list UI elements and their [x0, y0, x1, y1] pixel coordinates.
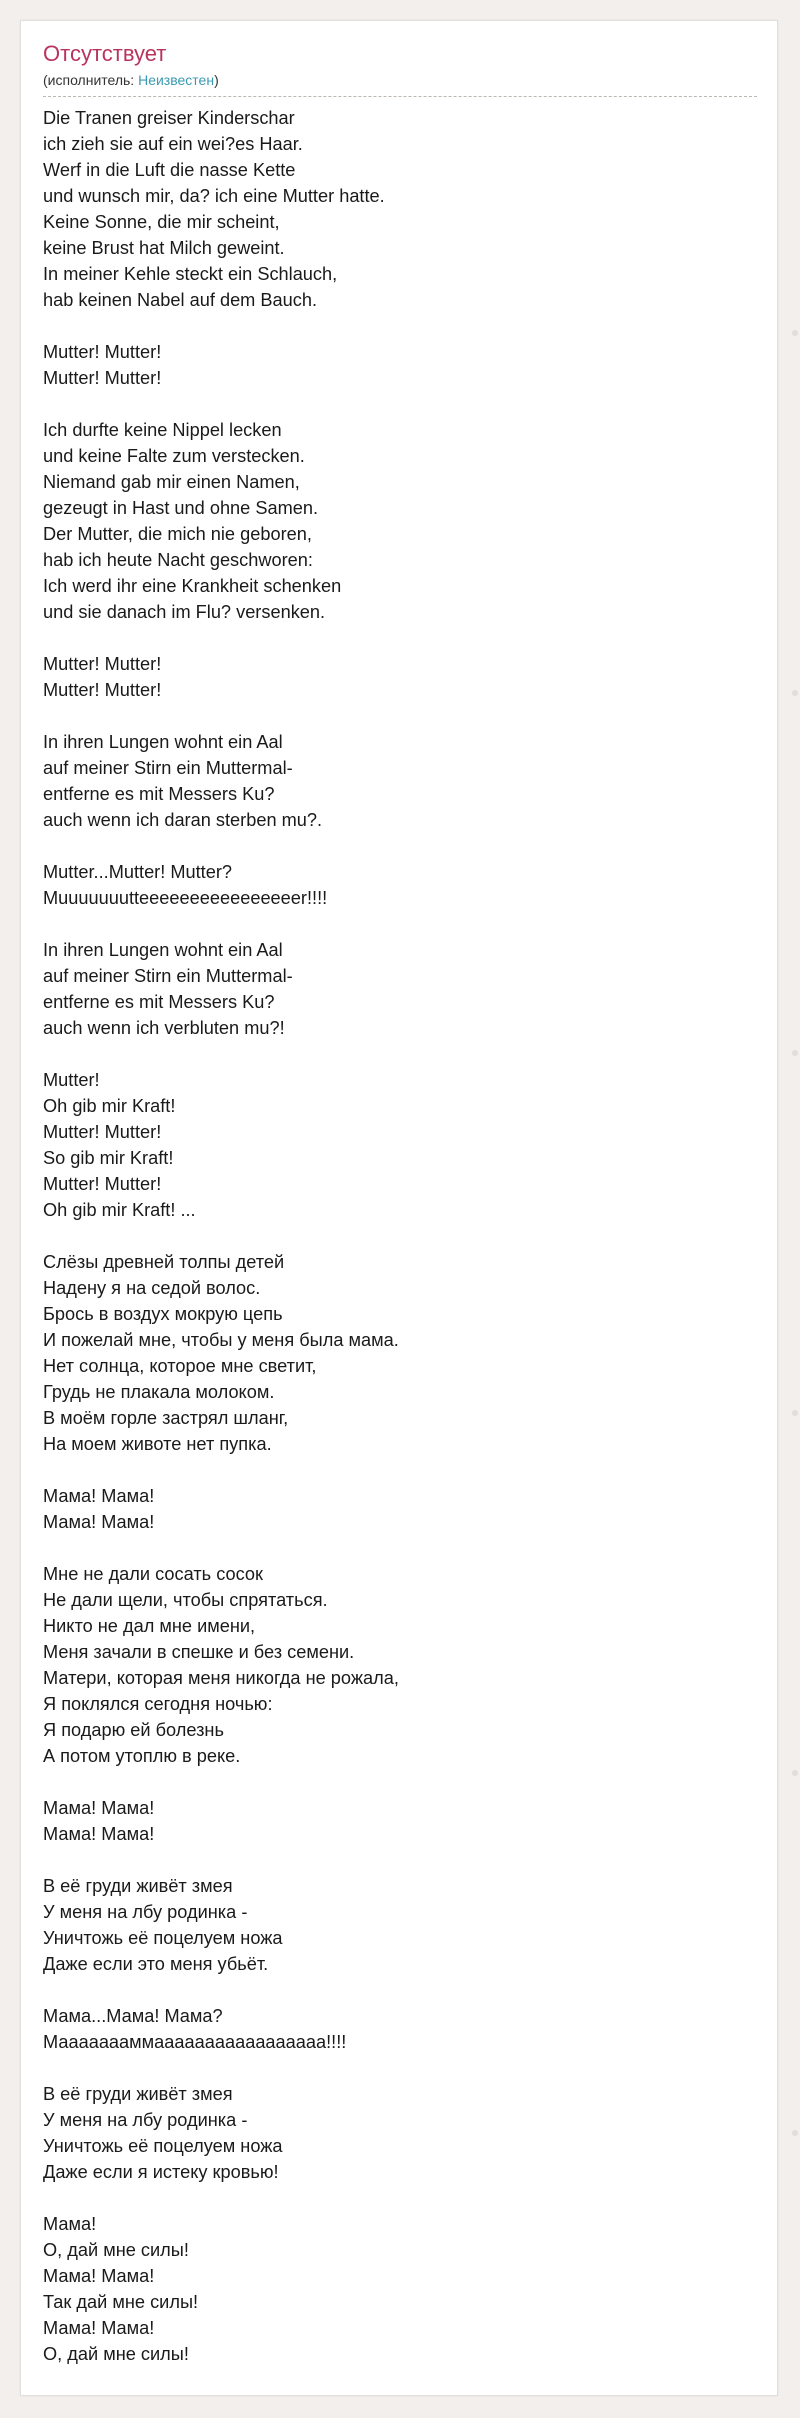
lyrics-card — [20, 20, 778, 2396]
lyric-line: Грудь не плакала молоком. — [43, 1382, 275, 1402]
lyric-line: Даже если я истеку кровью! — [43, 2162, 279, 2182]
lyric-line: В её груди живёт змея — [43, 2084, 233, 2104]
lyric-line: auf meiner Stirn ein Muttermal- — [43, 758, 293, 778]
lyric-line: Матери, которая меня никогда не рожала, — [43, 1668, 399, 1688]
lyrics-text — [43, 105, 757, 2367]
lyric-line: Нет солнца, которое мне светит, — [43, 1356, 317, 1376]
lyric-line: In ihren Lungen wohnt ein Aal — [43, 732, 283, 752]
lyric-line: In ihren Lungen wohnt ein Aal — [43, 940, 283, 960]
lyric-line: und wunsch mir, da? ich eine Mutter hatte. — [43, 186, 385, 206]
stanza-break — [43, 625, 757, 651]
lyric-line: Mutter! Mutter! — [43, 342, 162, 362]
decorative-dot — [792, 690, 798, 696]
lyric-line: А потом утоплю в реке. — [43, 1746, 241, 1766]
lyric-line: Мне не дали сосать сосок — [43, 1564, 263, 1584]
stanza-break — [43, 313, 757, 339]
stanza-break — [43, 1457, 757, 1483]
lyric-line: Мама! Мама! — [43, 1798, 155, 1818]
lyric-line: Werf in die Luft die nasse Kette — [43, 160, 296, 180]
lyric-line: auf meiner Stirn ein Muttermal- — [43, 966, 293, 986]
lyric-line: В её груди живёт змея — [43, 1876, 233, 1896]
lyric-line: auch wenn ich daran sterben mu?. — [43, 810, 323, 830]
stanza-break — [43, 1535, 757, 1561]
lyric-line: Mutter! — [43, 1070, 100, 1090]
lyric-line: entferne es mit Messers Ku? — [43, 784, 275, 804]
lyric-line: Надену я на седой волос. — [43, 1278, 261, 1298]
lyric-line: Mutter! Mutter! — [43, 680, 162, 700]
artist-link[interactable]: Неизвестен — [138, 72, 215, 88]
lyric-line: Mutter! Mutter! — [43, 1174, 162, 1194]
stanza-break — [43, 1977, 757, 2003]
decorative-dot — [792, 1770, 798, 1776]
lyric-line: О, дай мне силы! — [43, 2240, 189, 2260]
lyric-line: Мама...Мама! Мама? — [43, 2006, 223, 2026]
lyric-line: Брось в воздух мокрую цепь — [43, 1304, 283, 1324]
stanza-break — [43, 391, 757, 417]
lyric-line: И пожелай мне, чтобы у меня была мама. — [43, 1330, 399, 1350]
stanza-break — [43, 1041, 757, 1067]
lyric-line: В моём горле застрял шланг, — [43, 1408, 289, 1428]
lyric-line: entferne es mit Messers Ku? — [43, 992, 275, 1012]
lyric-line: Mutter! Mutter! — [43, 368, 162, 388]
lyric-line: Der Mutter, die mich nie geboren, — [43, 524, 312, 544]
stanza-break — [43, 1847, 757, 1873]
stanza-break — [43, 703, 757, 729]
lyric-line: Niemand gab mir einen Namen, — [43, 472, 300, 492]
lyric-line: У меня на лбу родинка - — [43, 1902, 248, 1922]
stanza-break — [43, 911, 757, 937]
stanza-break — [43, 2185, 757, 2211]
lyric-line: Меня зачали в спешке и без семени. — [43, 1642, 355, 1662]
stanza-break — [43, 1769, 757, 1795]
lyric-line: Ich werd ihr eine Krankheit schenken — [43, 576, 342, 596]
lyric-line: Мама! Мама! — [43, 1824, 155, 1844]
lyric-line: Мама! — [43, 2214, 97, 2234]
decorative-dot — [792, 330, 798, 336]
song-title: Отсутствует — [43, 41, 167, 66]
lyric-line: ich zieh sie auf ein wei?es Haar. — [43, 134, 303, 154]
lyric-line: Даже если это меня убьёт. — [43, 1954, 269, 1974]
lyric-line: Я поклялся сегодня ночью: — [43, 1694, 273, 1714]
lyric-line: Mutter...Mutter! Mutter? — [43, 862, 233, 882]
artist-line — [43, 71, 219, 89]
lyric-line: Keine Sonne, die mir scheint, — [43, 212, 280, 232]
lyric-line: und keine Falte zum verstecken. — [43, 446, 305, 466]
lyric-line: Мама! Мама! — [43, 2266, 155, 2286]
artist-suffix: ) — [214, 72, 219, 88]
lyric-line: Я подарю ей болезнь — [43, 1720, 224, 1740]
lyric-line: Mutter! Mutter! — [43, 654, 162, 674]
song-header — [43, 41, 757, 97]
lyric-line: Уничтожь её поцелуем ножа — [43, 2136, 283, 2156]
lyric-line: На моем животе нет пупка. — [43, 1434, 272, 1454]
lyric-line: Muuuuuuutteeeeeeeeeeeeeeeer!!!! — [43, 888, 328, 908]
lyric-line: Die Tranen greiser Kinderschar — [43, 108, 295, 128]
lyric-line: Oh gib mir Kraft! — [43, 1096, 176, 1116]
lyric-line: О, дай мне силы! — [43, 2344, 189, 2364]
lyric-line: Так дай мне силы! — [43, 2292, 199, 2312]
artist-prefix: (исполнитель: — [43, 72, 139, 88]
lyric-line: Mutter! Mutter! — [43, 1122, 162, 1142]
lyric-line: Ich durfte keine Nippel lecken — [43, 420, 282, 440]
lyric-line: gezeugt in Hast und ohne Samen. — [43, 498, 319, 518]
decorative-dot — [792, 1050, 798, 1056]
lyric-line: keine Brust hat Milch geweint. — [43, 238, 285, 258]
lyric-line: Мама! Мама! — [43, 1512, 155, 1532]
decorative-dot — [792, 2130, 798, 2136]
lyric-line: hab ich heute Nacht geschworen: — [43, 550, 313, 570]
lyric-line: und sie danach im Flu? versenken. — [43, 602, 326, 622]
lyric-line: У меня на лбу родинка - — [43, 2110, 248, 2130]
stanza-break — [43, 1223, 757, 1249]
lyric-line: Никто не дал мне имени, — [43, 1616, 256, 1636]
lyric-line: Мама! Мама! — [43, 1486, 155, 1506]
lyric-line: In meiner Kehle steckt ein Schlauch, — [43, 264, 338, 284]
lyric-line: auch wenn ich verbluten mu?! — [43, 1018, 285, 1038]
stanza-break — [43, 833, 757, 859]
lyric-line: Уничтожь её поцелуем ножа — [43, 1928, 283, 1948]
lyric-line: Маааааааммааааааааааааааааа!!!! — [43, 2032, 347, 2052]
lyric-line: Слёзы древней толпы детей — [43, 1252, 285, 1272]
stanza-break — [43, 2055, 757, 2081]
decorative-dot — [792, 1410, 798, 1416]
lyric-line: Не дали щели, чтобы спрятаться. — [43, 1590, 328, 1610]
lyric-line: Мама! Мама! — [43, 2318, 155, 2338]
lyric-line: So gib mir Kraft! — [43, 1148, 174, 1168]
lyric-line: hab keinen Nabel auf dem Bauch. — [43, 290, 318, 310]
lyric-line: Oh gib mir Kraft! ... — [43, 1200, 196, 1220]
